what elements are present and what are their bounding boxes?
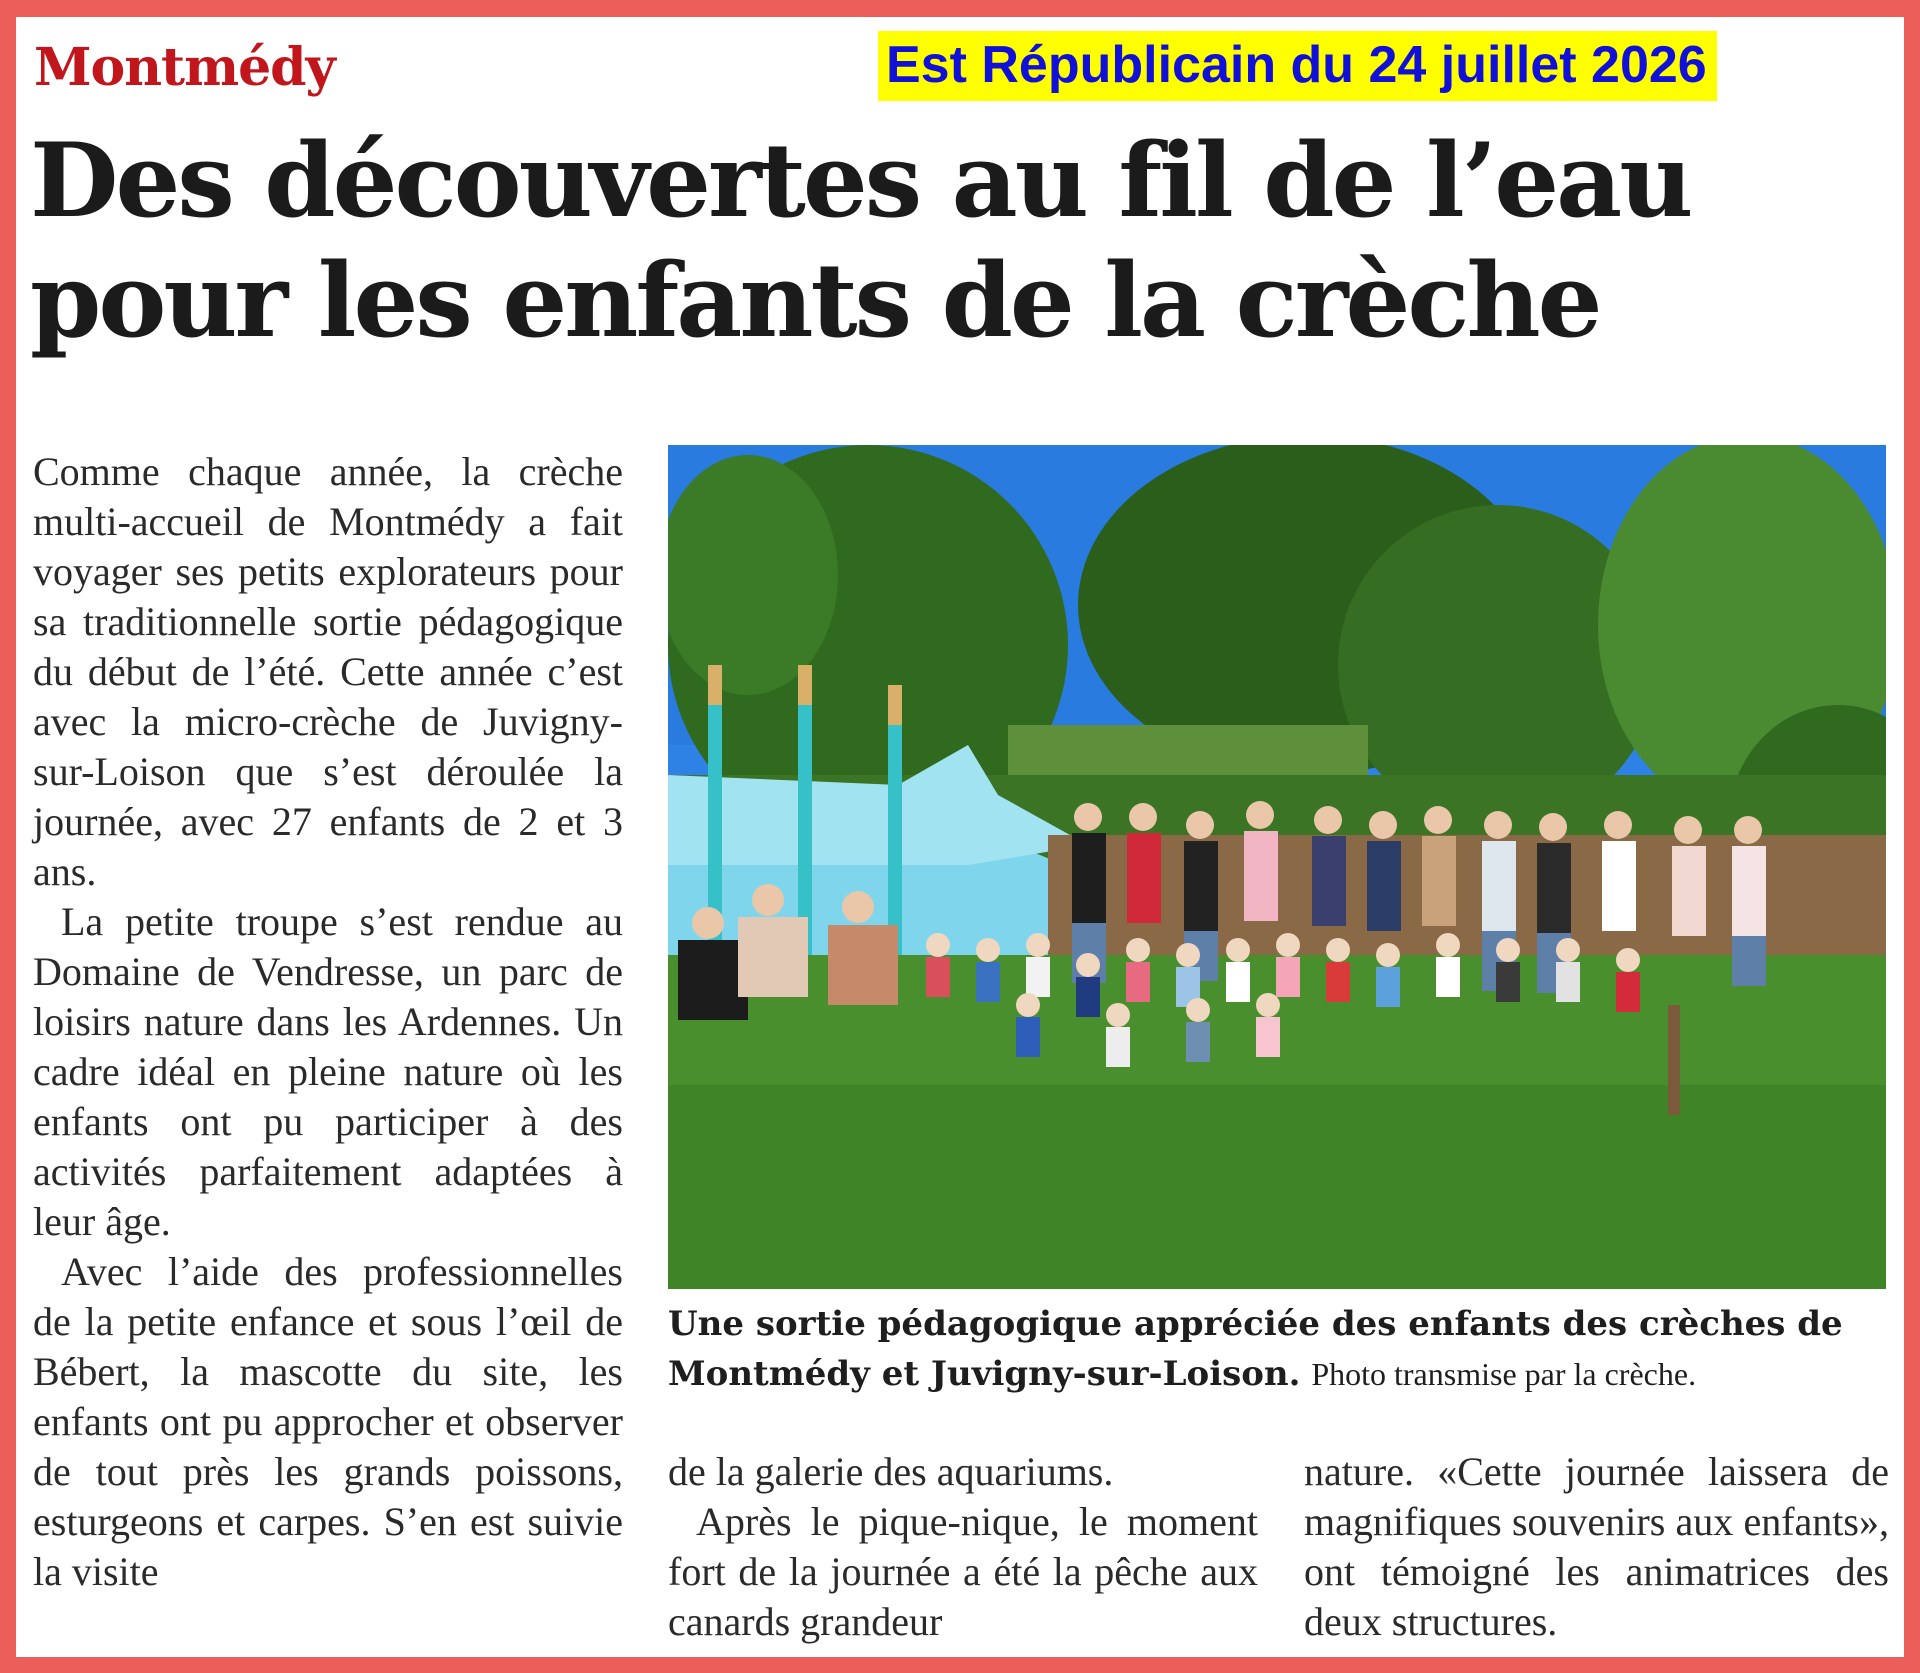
source-label: Est Républicain du 24 juillet 2026 (878, 31, 1717, 101)
photo-credit: Photo transmise par la crèche. (1311, 1356, 1697, 1392)
headline-line-2: pour les enfants de la crèche (30, 241, 1600, 361)
photo-caption-text: Une sortie pédagogique appréciée des enfants des crèches de Montmédy et Juvigny-sur-Loison. (668, 1304, 1843, 1394)
article-column-3 (1304, 1447, 1889, 1647)
article-paragraph-3-continued: de la galerie des aquariums. (668, 1449, 1114, 1494)
section-rubric: Montmédy (34, 37, 335, 98)
group-photo (668, 445, 1886, 1289)
headline-line-1: Des découvertes au fil de l’eau (30, 121, 1691, 241)
article-paragraph-4: Après le pique-nique, le moment fort de la journée a été la pêche aux canards grandeur (668, 1499, 1258, 1644)
article-paragraph-1: Comme chaque année, la crèche multi-accueil de Montmédy a fait voyager ses petits explorateurs pour sa traditionnelle sortie pédagogique du début de l’été. Cette année c’est avec la micro-crèche de Juvigny-sur-Loison que s’est déroulée la journée, avec 27 enfants de 2 et 3 ans. (33, 449, 623, 894)
headline (30, 121, 1890, 361)
article-column-1 (33, 447, 623, 1597)
newspaper-clipping (16, 17, 1904, 1657)
article-paragraph-4-continued: nature. «Cette journée laissera de magnifiques souvenirs aux enfants», ont témoigné les animatrices des deux structures. (1304, 1449, 1889, 1644)
article-paragraph-2: La petite troupe s’est rendue au Domaine de Vendresse, un parc de loisirs nature dans les Ardennes. Un cadre idéal en pleine nature où les enfants ont pu participer à des activités parfaitement adaptées à leur âge. (33, 899, 623, 1244)
photo-caption (668, 1299, 1888, 1399)
article-column-2 (668, 1447, 1258, 1647)
article-paragraph-3: Avec l’aide des professionnelles de la petite enfance et sous l’œil de Bébert, la mascotte du site, les enfants ont pu approcher et observer de tout près les grands poissons, esturgeons et carpes. S’en est suivie la visite (33, 1249, 623, 1594)
